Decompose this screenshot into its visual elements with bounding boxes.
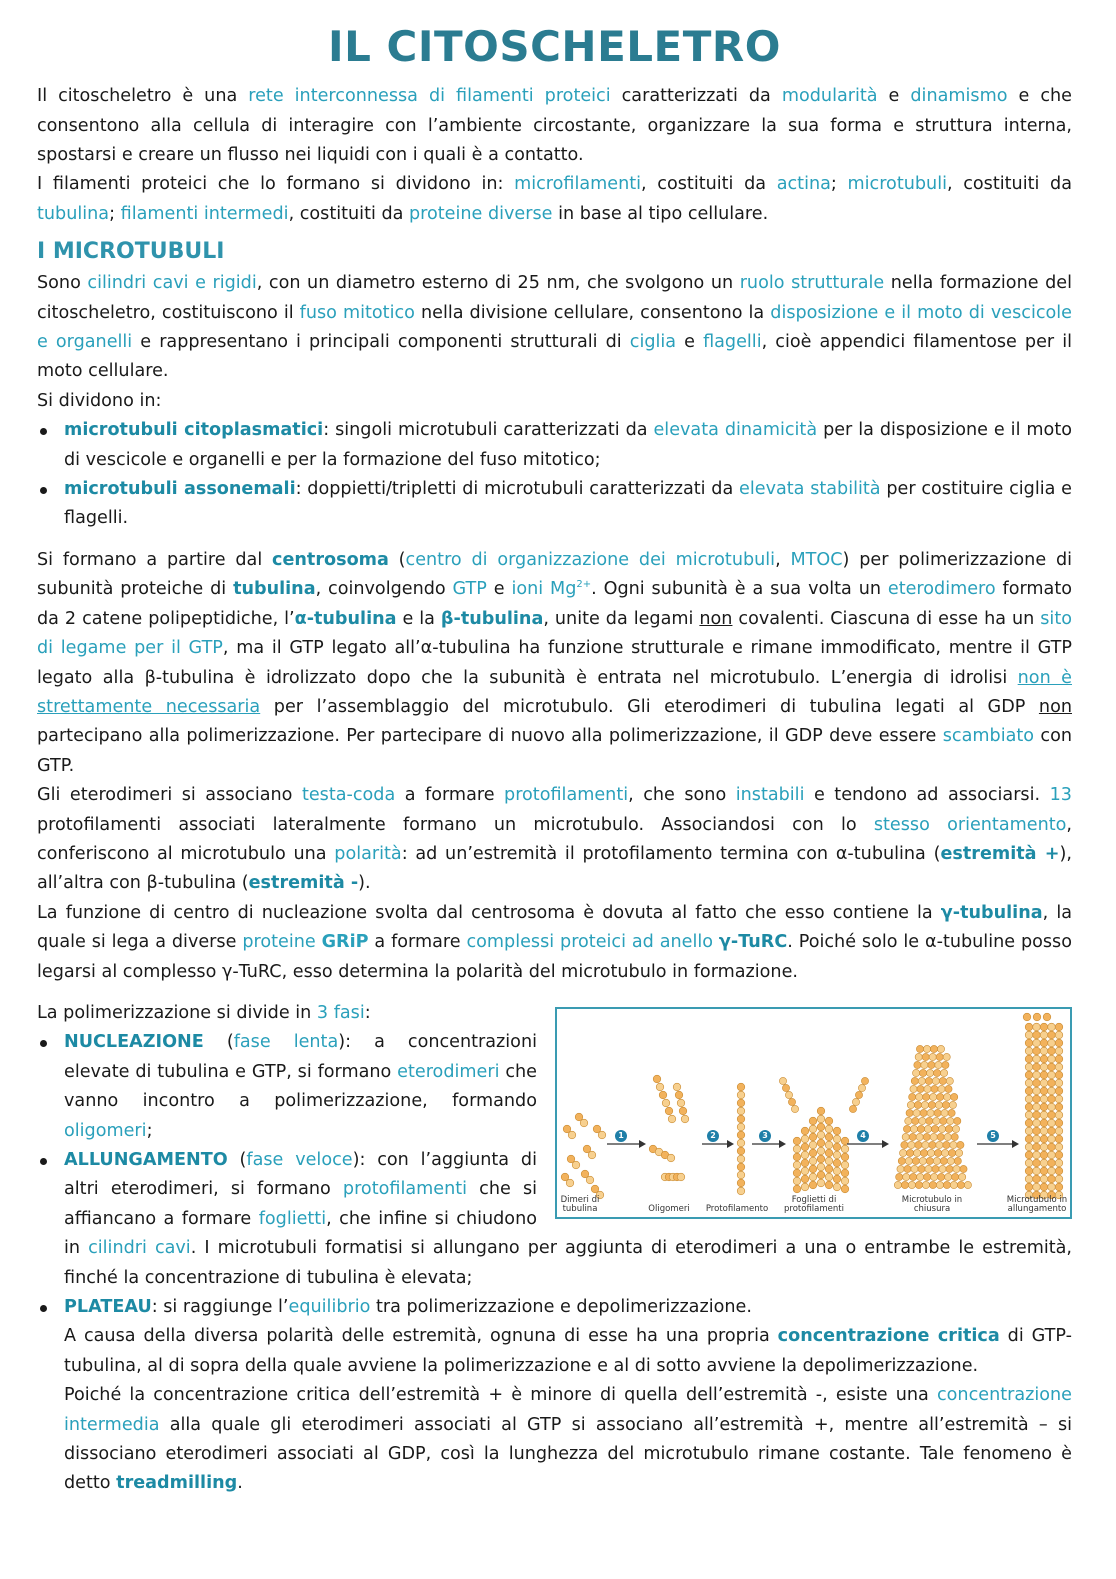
tubulin-bead — [1043, 1013, 1051, 1021]
list-item-nucleazione: NUCLEAZIONE (fase lenta): a concentrazioni elevate di tubulina e GTP, si formano eterodimeri che vanno incontro a polimerizzazione, formando oligomeri; — [64, 1028, 1072, 1146]
microtubuli-paragraph-4: La funzione di centro di nucleazione svolta dal centrosoma è dovuta al fatto che esso contiene la γ-tubulina, la quale si lega a diverse proteine GRiP a formare complessi proteici ad anello γ-TuRC. Poiché solo le α-tubuline posso legarsi al complesso γ-TuRC, esso determina la polarità del microtubulo in formazione. — [37, 902, 1072, 982]
caption-allungamento: Microtubulo in allungamento — [1006, 1194, 1068, 1215]
document-page — [37, 24, 1072, 1499]
caption-oligomeri: Oligomeri — [648, 1204, 690, 1215]
divide-line: Si dividono in: — [37, 390, 162, 411]
list-item-plateau: PLATEAU: si raggiunge l’equilibrio tra polimerizzazione e depolimerizzazione. A causa della diversa polarità delle estremità, ognuna di esse ha una propria concentrazione critica di GTP-tubulina, al di sopra della quale avviene la polimerizzazione e al di sotto avviene la depolimerizzazione. Poiché la concentrazione critica dell’estremità + è minore di quella dell’estremità -, esiste una concentrazione intermedia alla quale gli eterodimeri associati al GTP si associano all’estremità +, mentre all’estremità – si dissociano eterodimeri associati al GDP, così la lunghezza del microtubulo rimane costante. Tale fenomeno è detto treadmilling. — [64, 1293, 1072, 1499]
phases-intro: La polimerizzazione si divide in 3 fasi: — [37, 1002, 371, 1023]
microtubuli-paragraph-3: Gli eterodimeri si associano testa-coda a formare protofilamenti, che sono instabili e tendono ad associarsi. 13 protofilamenti associati lateralmente formano un microtubulo. Associandosi con lo stesso orientamento, conferiscono al microtubulo una polarità: ad un’estremità il protofilamento termina con α-tubulina (estremità +), all’altra con β-tubulina (estremità -). — [37, 785, 1073, 894]
phases-block — [37, 999, 1072, 1499]
caption-chiusura: Microtubulo in chiusura — [901, 1194, 963, 1215]
microtubule-types-list — [37, 416, 1072, 534]
microtubuli-paragraph-2: Si formano a partire dal centrosoma (centro di organizzazione dei microtubuli, MTOC) per polimerizzazione di subunità proteiche di tubulina, coinvolgendo GTP e ioni $Mg^{2+}$. Ogni subunità è a sua volta un eterodimero formato da 2 catene polipeptidiche, l’α-tubulina e la β-tubulina, unite da legami non covalenti. Ciascuna di esse ha un sito di legame per il GTP, ma il GTP legato all’α-tubulina ha funzione strutturale e rimane immodificato, mentre il GTP legato alla β-tubulina è idrolizzato dopo che la subunità è entrata nel microtubulo. L’energia di idrolisi non è strettamente necessaria per l’assemblaggio del microtubulo. Gli eterodimeri di tubulina legati al GDP non partecipano alla polimerizzazione. Per partecipare di nuovo alla polimerizzazione, il GDP deve essere scambiato con GTP. — [37, 549, 1073, 776]
tubulin-bead — [1033, 1013, 1041, 1021]
list-item: microtubuli assonemali: doppietti/tripletti di microtubuli caratterizzati da elevata stabilità per costituire ciglia e flagelli. — [64, 475, 1072, 534]
phases-list — [37, 1028, 1072, 1499]
caption-foglietti: Foglietti di protofilamenti — [784, 1194, 844, 1215]
list-item-allungamento: ALLUNGAMENTO (fase veloce): con l’aggiunta di altri eterodimeri, si formano protofilamenti che si affiancano a formare foglietti, che infine si chiudono in cilindri cavi. I microtubuli formatisi si allungano per aggiunta di eterodimeri a una o entrambe le estremità, finché la concentrazione di tubulina è elevata; — [64, 1146, 1072, 1293]
step-1-badge: 1 — [615, 1130, 627, 1142]
caption-protofilamento: Protofilamento — [705, 1204, 769, 1215]
page-title: IL CITOSCHELETRO — [328, 22, 781, 71]
microtubuli-paragraph-1: Sono cilindri cavi e rigidi, con un diametro esterno di 25 nm, che svolgono un ruolo strutturale nella formazione del citoscheletro, costituiscono il fuso mitotico nella divisione cellulare, consentono la disposizione e il moto di vescicole e organelli e rappresentano i principali componenti strutturali di ciglia e flagelli, cioè appendici filamentose per il moto cellulare. — [37, 273, 1072, 382]
tubulin-bead — [1023, 1013, 1031, 1021]
intro-paragraph-1: Il citoscheletro è una rete interconnessa di filamenti proteici caratterizzati da modularità e dinamismo e che consentono alla cellula di interagire con l’ambiente circostante, organizzare la sua forma e struttura interna, spostarsi e creare un flusso nei liquidi con i quali è a contatto. — [37, 86, 1072, 165]
intro-paragraph-2: I filamenti proteici che lo formano si dividono in: microfilamenti, costituiti da actina; microtubuli, costituiti da tubulina; filamenti intermedi, costituiti da proteine diverse in base al tipo cellulare. — [37, 174, 1072, 224]
list-item: microtubuli citoplasmatici: singoli microtubuli caratterizzati da elevata dinamicità per la disposizione e il moto di vescicole e organelli e per la formazione del fuso mitotico; — [64, 416, 1072, 475]
step-3-badge: 3 — [759, 1130, 771, 1142]
step-5-badge: 5 — [987, 1130, 999, 1142]
step-2-badge: 2 — [707, 1130, 719, 1142]
caption-dimeri: Dimeri di tubulina — [560, 1194, 600, 1215]
section-heading: I MICROTUBULI — [37, 239, 225, 265]
step-4-badge: 4 — [857, 1130, 869, 1142]
